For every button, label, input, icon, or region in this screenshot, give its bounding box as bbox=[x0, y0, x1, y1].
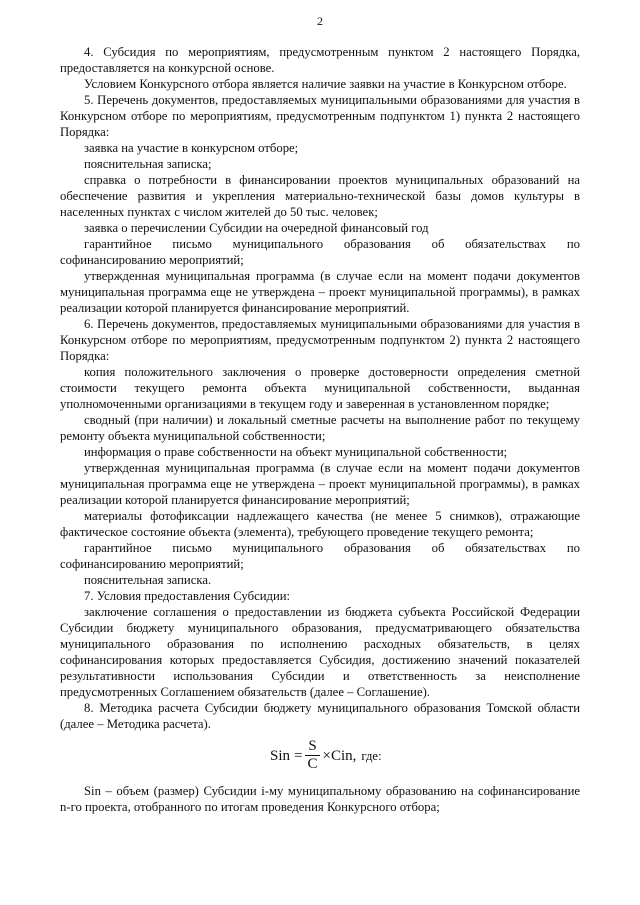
list-item: гарантийное письмо муниципального образования об обязательствах по софинансированию мероприятий; bbox=[60, 541, 580, 571]
formula-rhs: Cin, bbox=[330, 747, 357, 764]
paragraph: 5. Перечень документов, предоставляемых муниципальными образованиями для участия в Конкурсном отборе по мероприятиям, предусмотренным подпунктом 1) пункта 2 настоящего Порядка: bbox=[60, 93, 580, 139]
formula-fraction bbox=[305, 738, 319, 773]
formula-times: × bbox=[322, 747, 331, 764]
list-item: пояснительная записка; bbox=[84, 157, 212, 171]
paragraph: 6. Перечень документов, предоставляемых муниципальными образованиями для участия в Конкурсном отборе по мероприятиям, предусмотренным подпунктом 2) пункта 2 настоящего Порядка: bbox=[60, 317, 580, 363]
formula-equals: = bbox=[294, 747, 303, 764]
list-item: информация о праве собственности на объект муниципальной собственности; bbox=[84, 445, 508, 459]
list-item: утвержденная муниципальная программа (в случае если на момент подачи документов муниципальная программа еще не утверждена – проект муниципальной программы), в рамках реализации которой планируется финансирование мероприятий; bbox=[60, 461, 580, 507]
formula-block bbox=[60, 734, 580, 780]
list-item: материалы фотофиксации надлежащего качества (не менее 5 снимков), отражающие фактическое состояние объекта (элемента), требующего проведение текущего ремонта; bbox=[60, 509, 580, 539]
list-item: заявка о перечислении Субсидии на очередной финансовый год bbox=[84, 221, 429, 235]
list-item: пояснительная записка. bbox=[84, 573, 212, 587]
subsidy-formula bbox=[270, 738, 382, 773]
list-item: сводный (при наличии) и локальный сметные расчеты на выполнение работ по текущему ремонту объекта муниципальной собственности; bbox=[60, 413, 580, 443]
paragraph: Sin – объем (размер) Субсидии i-му муниципальному образованию на софинансирование n-го проекта, отобранного по итогам проведения Конкурсного отбора; bbox=[60, 784, 580, 814]
formula-denominator: C bbox=[307, 756, 318, 772]
list-item: заключение соглашения о предоставлении из бюджета субъекта Российской Федерации Субсидии бюджету муниципального образования, предусматривающего обязательства муниципального образования по исполнению расходных обязательств, в целях софинансирования которых предоставляется Субсидия, достижению значений показателей результативности использования Субсидии и ответственность за неисполнение предусмотренных Соглашением обязательств (далее – Соглашение). bbox=[60, 605, 580, 699]
paragraph: Условием Конкурсного отбора является наличие заявки на участие в Конкурсном отборе. bbox=[84, 77, 567, 91]
list-item: утвержденная муниципальная программа (в случае если на момент подачи документов муниципальная программа еще не утверждена – проект муниципальной программы), в рамках реализации которой планируется финансирование мероприятий. bbox=[60, 269, 580, 315]
paragraph: 8. Методика расчета Субсидии бюджету муниципального образования Томской области (далее – Методика расчета). bbox=[60, 701, 580, 731]
paragraph: 7. Условия предоставления Субсидии: bbox=[84, 589, 291, 603]
formula-suffix: где: bbox=[361, 748, 382, 763]
page-number: 2 bbox=[317, 14, 323, 28]
document-body bbox=[60, 44, 580, 815]
list-item: справка о потребности в финансировании проектов муниципальных образований на обеспечение развития и укрепления материально-технической базы домов культуры в населенных пунктах с числом жителей до 50 тыс. человек; bbox=[60, 173, 580, 219]
list-item: гарантийное письмо муниципального образования об обязательствах по софинансированию мероприятий; bbox=[60, 237, 580, 267]
formula-numerator: S bbox=[308, 738, 317, 754]
paragraph: 4. Субсидия по мероприятиям, предусмотренным пунктом 2 настоящего Порядка, предоставляется на конкурсной основе. bbox=[60, 45, 580, 75]
list-item: заявка на участие в конкурсном отборе; bbox=[84, 141, 299, 155]
formula-lhs: Sin bbox=[270, 747, 291, 764]
list-item: копия положительного заключения о проверке достоверности определения сметной стоимости текущего ремонта объекта муниципальной собственности, выданная уполномоченными организациями в текущем году и заверенная в установленном порядке; bbox=[60, 365, 580, 411]
